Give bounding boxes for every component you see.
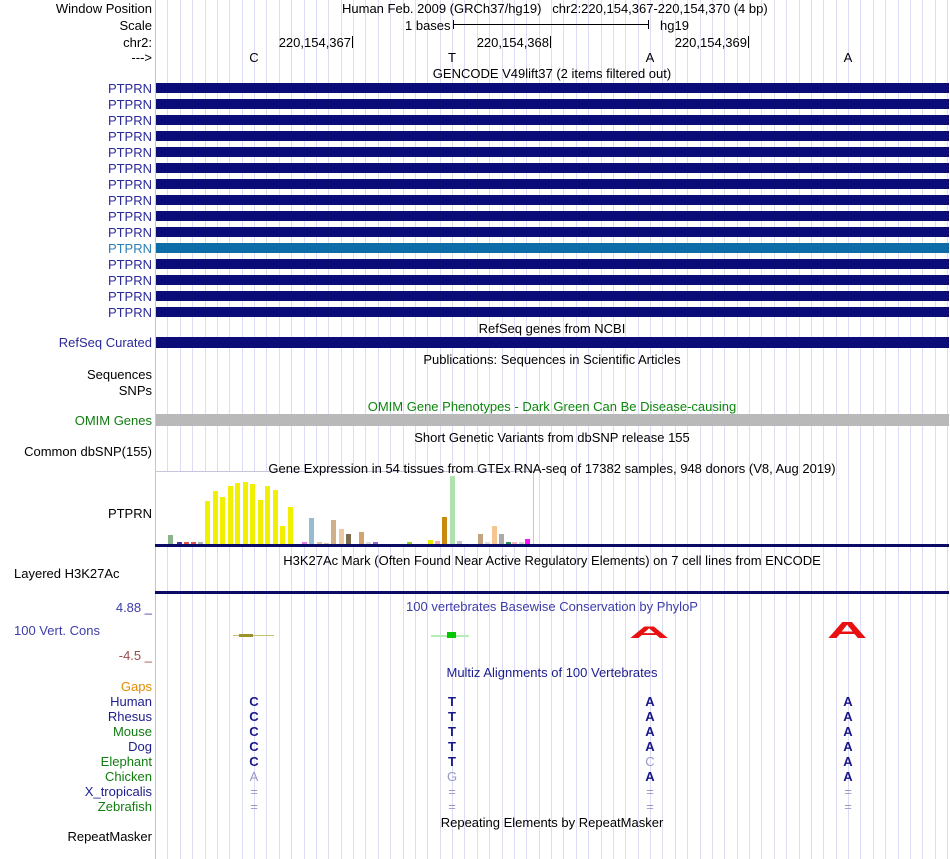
gtex-expression-bar[interactable] (265, 486, 270, 544)
multiz-base: = (448, 799, 456, 814)
gtex-expression-bar[interactable] (288, 507, 293, 544)
multiz-base: A (645, 724, 655, 739)
multiz-base: = (844, 784, 852, 799)
gtex-expression-bar[interactable] (309, 518, 314, 544)
species-label: Dog (128, 739, 152, 754)
svg-text:A: A (827, 621, 868, 640)
gtex-expression-bar[interactable] (339, 529, 344, 544)
gtex-gene-label: PTPRN (107, 506, 152, 521)
coordinate-tick (352, 36, 353, 48)
gtex-expression-bar[interactable] (258, 500, 263, 544)
multiz-base: A (645, 694, 655, 709)
multiz-base: C (645, 754, 655, 769)
snps-track-label: SNPs (118, 383, 152, 398)
gridline (724, 0, 725, 859)
gtex-expression-bar[interactable] (213, 491, 218, 544)
layered-h3k27ac-label: Layered H3K27Ac (14, 566, 120, 581)
multiz-base: A (249, 769, 259, 784)
gene-bar[interactable] (156, 99, 949, 109)
gridline (811, 0, 812, 859)
phylop-mark-line-accent (239, 634, 253, 637)
refseq-track-title: RefSeq genes from NCBI (478, 321, 626, 336)
gtex-expression-bar[interactable] (273, 490, 278, 544)
gridline (167, 0, 168, 859)
sequences-track-label: Sequences (86, 367, 152, 382)
gridline (229, 0, 230, 859)
multiz-base: T (448, 754, 456, 769)
multiz-base: T (448, 724, 456, 739)
gridline (712, 0, 713, 859)
scale-bar-right-tick (648, 20, 649, 29)
phylop-negative-letter (629, 626, 671, 640)
gene-bar[interactable] (156, 179, 949, 189)
gridline (898, 0, 899, 859)
multiz-base: A (645, 709, 655, 724)
coordinate-label: 220,154,367 (278, 35, 351, 50)
gene-bar[interactable] (156, 259, 949, 269)
multiz-base: A (645, 739, 655, 754)
gene-label: PTPRN (107, 273, 152, 288)
common-dbsnp-label: Common dbSNP(155) (24, 444, 152, 459)
gridline (737, 0, 738, 859)
scale-label: Scale (119, 18, 152, 33)
gtex-expression-bar[interactable] (331, 520, 336, 544)
multiz-base: C (249, 709, 259, 724)
gene-bar[interactable] (156, 307, 949, 317)
gridline (700, 0, 701, 859)
gene-label: PTPRN (107, 161, 152, 176)
gtex-expression-bar[interactable] (492, 526, 497, 544)
multiz-base: G (446, 769, 458, 784)
phylop-track-label: 100 Vert. Cons (14, 623, 100, 638)
gtex-expression-bar[interactable] (280, 526, 285, 544)
publications-track-title: Publications: Sequences in Scientific Articles (423, 352, 681, 367)
chromosome-label: chr2: (123, 35, 152, 50)
gene-bar[interactable] (156, 163, 949, 173)
phylop-mark-dot (447, 632, 456, 638)
coordinate-label: 220,154,368 (476, 35, 549, 50)
window-position-label: Window Position (55, 1, 152, 16)
gridline (316, 0, 317, 859)
gridline (885, 0, 886, 859)
multiz-base: A (843, 724, 853, 739)
multiz-base: A (843, 754, 853, 769)
gridline (291, 0, 292, 859)
gridline (192, 0, 193, 859)
gridline (328, 0, 329, 859)
reference-base: A (843, 50, 853, 65)
gridline (180, 0, 181, 859)
multiz-base: T (448, 709, 456, 724)
gtex-expression-bar[interactable] (346, 534, 351, 544)
gene-label: PTPRN (107, 257, 152, 272)
gene-label: PTPRN (107, 177, 152, 192)
multiz-base: T (448, 694, 456, 709)
gridline (353, 0, 354, 859)
gtex-expression-bar[interactable] (168, 535, 173, 544)
gtex-expression-bar[interactable] (450, 476, 455, 544)
gridline (341, 0, 342, 859)
omim-gene-bar[interactable] (156, 414, 949, 426)
phylop-negative-letter (827, 621, 869, 640)
gene-label: PTPRN (107, 129, 152, 144)
gridline (761, 0, 762, 859)
multiz-base: = (646, 799, 654, 814)
gridline (947, 0, 948, 859)
gridline (279, 0, 280, 859)
gtex-expression-bar[interactable] (235, 483, 240, 544)
h3k27ac-baseline (155, 591, 949, 594)
gene-label: PTPRN (107, 305, 152, 320)
species-label: Zebrafish (97, 799, 152, 814)
multiz-base: C (249, 724, 259, 739)
gridline (378, 0, 379, 859)
gene-label: PTPRN (107, 289, 152, 304)
multiz-base: C (249, 739, 259, 754)
gene-bar[interactable] (156, 291, 949, 301)
dbsnp-track-title: Short Genetic Variants from dbSNP release 155 (414, 430, 690, 445)
gene-label: PTPRN (107, 241, 152, 256)
gtex-track-title: Gene Expression in 54 tissues from GTEx RNA-seq of 17382 samples, 948 donors (V8, Aug 2019) (268, 461, 836, 476)
gene-label: PTPRN (107, 209, 152, 224)
scale-bar (453, 24, 648, 25)
species-label: Chicken (105, 769, 152, 784)
gene-bar[interactable] (156, 227, 949, 237)
gene-bar[interactable] (156, 275, 949, 285)
multiz-base: A (843, 694, 853, 709)
gencode-track-title: GENCODE V49lift37 (2 items filtered out) (432, 66, 672, 81)
gene-label: PTPRN (107, 225, 152, 240)
species-label: X_tropicalis (84, 784, 152, 799)
gridline (390, 0, 391, 859)
species-label: Gaps (120, 679, 152, 694)
multiz-base: = (250, 799, 258, 814)
gene-bar[interactable] (156, 147, 949, 157)
gtex-expression-bar[interactable] (499, 534, 504, 544)
multiz-track-title: Multiz Alignments of 100 Vertebrates (446, 665, 658, 680)
multiz-base: = (448, 784, 456, 799)
multiz-base: T (448, 739, 456, 754)
multiz-base: A (843, 769, 853, 784)
multiz-base: = (646, 784, 654, 799)
window-left-edge-line (155, 0, 156, 859)
gene-label: PTPRN (107, 145, 152, 160)
omim-genes-label: OMIM Genes (74, 413, 152, 428)
gridline (205, 0, 206, 859)
phylop-min-value: -4.5 _ (118, 648, 152, 663)
multiz-base: = (844, 799, 852, 814)
gtex-expression-bar[interactable] (478, 534, 483, 544)
reference-base: C (249, 50, 259, 65)
refseq-curated-label: RefSeq Curated (58, 335, 152, 350)
gene-bar[interactable] (156, 211, 949, 221)
gridline (217, 0, 218, 859)
gtex-expression-bar[interactable] (359, 532, 364, 544)
svg-text:A: A (629, 626, 670, 640)
gtex-expression-bar[interactable] (250, 484, 255, 544)
multiz-base: A (843, 739, 853, 754)
multiz-base: C (249, 754, 259, 769)
phylop-max-value: 4.88 _ (115, 600, 152, 615)
multiz-base: C (249, 694, 259, 709)
repeatmasker-label: RepeatMasker (67, 829, 152, 844)
species-label: Elephant (100, 754, 152, 769)
gridline (922, 0, 923, 859)
omim-track-title: OMIM Gene Phenotypes - Dark Green Can Be Disease-causing (367, 399, 737, 414)
species-label: Rhesus (107, 709, 152, 724)
gridline (304, 0, 305, 859)
gridline (823, 0, 824, 859)
gene-bar[interactable] (156, 115, 949, 125)
gridline (403, 0, 404, 859)
gtex-expression-bar[interactable] (205, 501, 210, 544)
multiz-base: A (645, 769, 655, 784)
gene-bar[interactable] (156, 131, 949, 141)
phylop-track-title: 100 vertebrates Basewise Conservation by PhyloP (406, 599, 698, 614)
scale-value: 1 bases (405, 18, 451, 33)
gridline (935, 0, 936, 859)
gene-label: PTPRN (107, 193, 152, 208)
gene-label: PTPRN (107, 97, 152, 112)
gene-label: PTPRN (107, 81, 152, 96)
gridline (749, 0, 750, 859)
gene-bar[interactable] (156, 83, 949, 93)
gtex-expression-bar[interactable] (442, 517, 447, 544)
gene-bar[interactable] (156, 243, 949, 253)
gtex-expression-bar[interactable] (243, 482, 248, 544)
species-label: Human (110, 694, 152, 709)
direction-arrow: ---> (131, 50, 152, 65)
reference-base: A (645, 50, 655, 65)
coordinate-tick (748, 36, 749, 48)
scale-bar-left-tick (453, 20, 454, 29)
h3k27ac-track-title: H3K27Ac Mark (Often Found Near Active Regulatory Elements) on 7 cell lines from ENCODE (283, 553, 821, 568)
gridline (799, 0, 800, 859)
species-label: Mouse (112, 724, 152, 739)
gridline (873, 0, 874, 859)
assembly-position-title: Human Feb. 2009 (GRCh37/hg19) chr2:220,154,367-220,154,370 (4 bp) (342, 1, 768, 16)
multiz-base: A (843, 709, 853, 724)
repeatmasker-track-title: Repeating Elements by RepeatMasker (440, 815, 664, 830)
multiz-base: = (250, 784, 258, 799)
gene-bar[interactable] (156, 195, 949, 205)
coordinate-tick (550, 36, 551, 48)
gridline (365, 0, 366, 859)
gridline (910, 0, 911, 859)
gridline (786, 0, 787, 859)
gtex-expression-bar[interactable] (220, 497, 225, 544)
gridline (774, 0, 775, 859)
scale-assembly: hg19 (660, 18, 689, 33)
refseq-gene-bar[interactable] (156, 337, 949, 348)
gtex-expression-bar[interactable] (228, 486, 233, 544)
reference-base: T (448, 50, 456, 65)
coordinate-label: 220,154,369 (674, 35, 747, 50)
gene-label: PTPRN (107, 113, 152, 128)
gtex-baseline (155, 544, 949, 547)
